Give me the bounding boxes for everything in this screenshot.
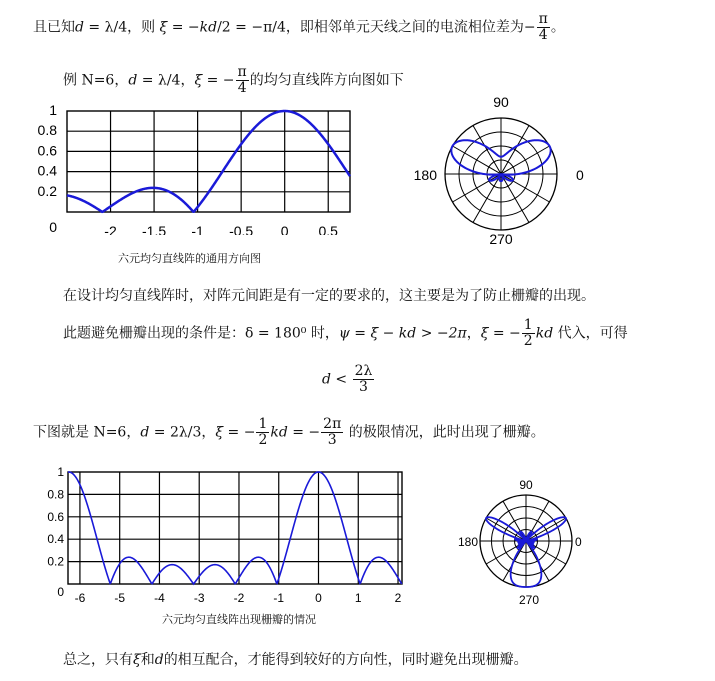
inequality: ψ = ξ − kd > −2π xyxy=(338,325,467,342)
angle-label-270: 270 xyxy=(489,231,513,247)
denominator: 3 xyxy=(359,379,368,395)
polar-grid xyxy=(445,118,557,230)
var-kd: kd xyxy=(535,325,554,342)
var-xi: ξ xyxy=(133,652,141,668)
x-tick-label: 1 xyxy=(354,591,362,605)
angle-label-90: 90 xyxy=(493,94,509,110)
var-d: d xyxy=(154,652,164,668)
text-seg: 例 N=6， xyxy=(63,72,129,89)
text-line-6 xyxy=(33,417,545,448)
var-d: d xyxy=(140,424,150,441)
pattern-curve xyxy=(67,111,350,212)
text-seg: ξ = − xyxy=(480,325,521,342)
polar-plot-2 xyxy=(440,470,600,610)
plot-frame xyxy=(67,111,350,212)
x-tick-label: -5 xyxy=(114,591,126,605)
y-tick-label: 0.6 xyxy=(37,142,57,159)
text-line-7 xyxy=(63,651,528,669)
text-seg: 。 xyxy=(550,19,565,36)
array-pattern-chart-2 xyxy=(35,466,415,606)
y-tick-label: 0 xyxy=(57,585,64,599)
y-tick-label: 0.4 xyxy=(37,162,57,179)
x-tick-label: -1 xyxy=(191,223,204,235)
angle-label-180: 180 xyxy=(457,535,478,549)
fraction xyxy=(522,318,535,349)
text-seg: = λ/4， xyxy=(137,72,195,89)
fraction xyxy=(353,364,375,395)
text-seg: 代入，可得 xyxy=(553,325,628,342)
text-seg: = − xyxy=(202,72,235,89)
figure-caption-1: 六元均匀直线阵的通用方向图 xyxy=(118,252,261,265)
text-seg: kd = − xyxy=(270,424,321,441)
numerator: π xyxy=(538,11,548,27)
numerator: 2π xyxy=(323,416,342,432)
y-tick-labels xyxy=(47,466,64,599)
x-tick-label: 2 xyxy=(394,591,402,605)
denominator: 3 xyxy=(327,432,337,448)
x-tick-labels xyxy=(75,591,402,605)
inequality: d < xyxy=(322,371,348,388)
x-tick-label: -6 xyxy=(74,591,86,605)
y-tick-label: 0 xyxy=(49,219,57,235)
y-tick-labels xyxy=(38,105,58,235)
y-tick-label: 0.6 xyxy=(47,509,64,524)
grid xyxy=(67,111,350,212)
text-seg: = − xyxy=(167,19,200,36)
text-seg: = 2λ/3， xyxy=(149,424,216,441)
text-line-5 xyxy=(322,364,375,395)
fraction xyxy=(256,417,269,448)
text-seg: 和 xyxy=(140,652,155,668)
x-tick-label: 0 xyxy=(315,591,322,605)
x-tick-label: -2 xyxy=(104,223,117,235)
array-pattern-chart-1 xyxy=(30,105,360,235)
pattern-curve xyxy=(68,472,402,584)
numerator: π xyxy=(237,64,247,80)
x-tick-label: -1.5 xyxy=(142,223,167,235)
y-tick-label: 0.4 xyxy=(47,532,64,547)
y-tick-label: 0.8 xyxy=(37,122,57,139)
numerator: 1 xyxy=(258,416,268,432)
fraction xyxy=(236,65,249,96)
angle-label-0: 0 xyxy=(576,167,584,183)
angle-label-0: 0 xyxy=(575,535,582,549)
text-seg: = λ/4，则 xyxy=(83,19,160,36)
text-seg: 的均匀直线阵方向图如下 xyxy=(249,72,404,89)
y-tick-label: 0.2 xyxy=(47,554,64,569)
figure-caption-2: 六元均匀直线阵出现栅瓣的情况 xyxy=(162,613,316,626)
text-seg: 的相互配合，才能得到较好的方向性，同时避免出现栅瓣。 xyxy=(163,652,528,668)
text-seg: 总之，只有 xyxy=(63,652,133,668)
denominator: 4 xyxy=(538,27,548,43)
text-seg: 的极限情况，此时出现了栅瓣。 xyxy=(344,424,545,441)
x-tick-label: -0.5 xyxy=(229,223,254,235)
var-xi: ξ xyxy=(194,72,203,89)
var-kd: kd xyxy=(199,19,218,36)
x-tick-label: -3 xyxy=(193,591,205,605)
var-xi: ξ xyxy=(159,19,168,36)
angle-label-90: 90 xyxy=(519,478,533,492)
var-d: d xyxy=(75,19,84,36)
text-line-4 xyxy=(63,318,628,349)
var-d: d xyxy=(128,72,138,89)
x-tick-label: 0 xyxy=(280,223,289,235)
y-tick-label: 1 xyxy=(49,105,57,118)
text-line-3: 在设计均匀直线阵时，对阵元间距是有一定的要求的，这主要是为了防止栅瓣的出现。 xyxy=(63,288,595,304)
y-tick-label: 0.8 xyxy=(47,487,64,502)
y-tick-label: 1 xyxy=(57,466,64,479)
numerator: 1 xyxy=(523,317,533,333)
text-seg: ξ = − xyxy=(215,424,256,441)
x-tick-label: 0.5 xyxy=(318,223,338,235)
denominator: 4 xyxy=(237,80,247,96)
x-tick-label: -2 xyxy=(233,591,245,605)
angle-label-270: 270 xyxy=(518,593,540,607)
text-seg: 且已知 xyxy=(33,19,75,36)
fraction xyxy=(537,12,550,43)
text-seg: 此题避免栅瓣出现的条件是：δ = 180⁰ 时， xyxy=(63,325,339,342)
text-line-1 xyxy=(33,12,565,43)
angle-label-180: 180 xyxy=(413,167,437,183)
x-tick-label: -4 xyxy=(154,591,165,605)
x-tick-label: -1 xyxy=(273,591,285,605)
text-seg: 下图就是 N=6， xyxy=(33,424,141,441)
denominator: 2 xyxy=(523,333,533,349)
denominator: 2 xyxy=(258,432,268,448)
text-seg: /2 = −π/4，即相邻单元天线之间的电流相位差为− xyxy=(217,19,536,36)
text-seg: ， xyxy=(466,325,481,342)
text-line-2 xyxy=(63,65,404,96)
fraction xyxy=(321,417,343,448)
y-tick-label: 0.2 xyxy=(37,182,57,199)
numerator: 2λ xyxy=(354,363,373,379)
x-tick-labels xyxy=(104,223,338,235)
polar-plot-1 xyxy=(400,90,600,250)
